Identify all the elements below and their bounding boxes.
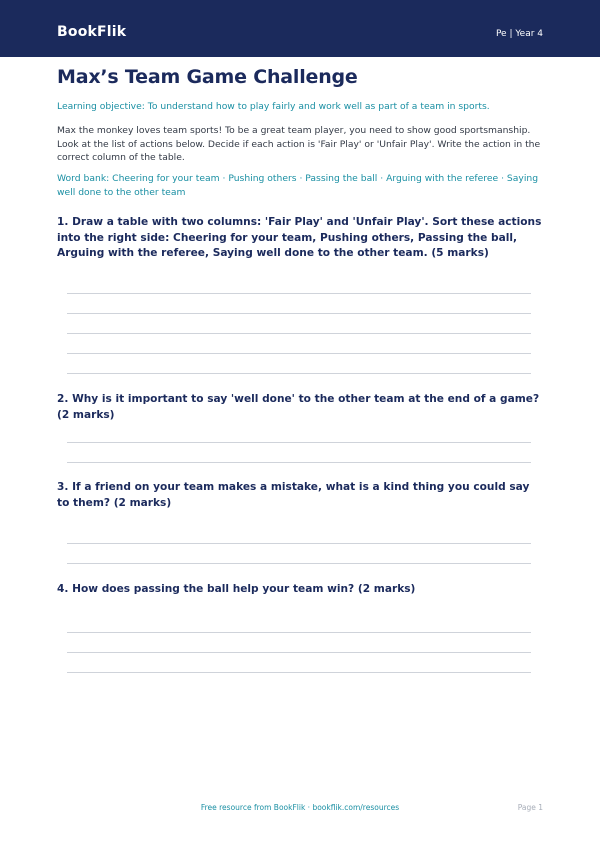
answer-line[interactable] [67, 373, 531, 374]
question-3: 3. If a friend on your team makes a mistake, what is a kind thing you could say to them? (2 marks) [57, 481, 530, 509]
answer-line[interactable] [67, 293, 531, 294]
answer-line[interactable] [67, 313, 531, 314]
page-number: Page 1 [517, 803, 543, 812]
answer-line[interactable] [67, 672, 531, 673]
answer-line[interactable] [67, 652, 531, 653]
brand-logo: BookFlik [57, 24, 127, 40]
page-title: Max’s Team Game Challenge [57, 66, 358, 88]
question-1: 1. Draw a table with two columns: 'Fair Play' and 'Unfair Play'. Sort these actions into the right side: Cheering for your team, Pushing others, Passing the ball, Arguing with the referee, Saying well done to the other team. (5 marks) [57, 216, 542, 260]
question-4: 4. How does passing the ball help your team win? (2 marks) [57, 583, 416, 595]
answer-line[interactable] [67, 462, 531, 463]
answer-line[interactable] [67, 543, 531, 544]
footer-credit: Free resource from BookFlik · bookflik.com/resources [200, 803, 400, 812]
question-2: 2. Why is it important to say 'well done' to the other team at the end of a game? (2 marks) [57, 393, 540, 421]
page-header [0, 0, 600, 57]
intro-text: Max the monkey loves team sports! To be a great team player, you need to show good sportsmanship. Look at the list of actions below. Decide if each action is 'Fair Play' or 'Unfair Play'. Write the action in the correct column of the table. [57, 125, 541, 164]
answer-line[interactable] [67, 333, 531, 334]
answer-line[interactable] [67, 563, 531, 564]
answer-line[interactable] [67, 442, 531, 443]
answer-line[interactable] [67, 353, 531, 354]
learning-objective: Learning objective: To understand how to play fairly and work well as part of a team in sports. [57, 101, 490, 112]
answer-line[interactable] [67, 632, 531, 633]
subject-year-label: Pe | Year 4 [495, 29, 543, 39]
word-bank: Word bank: Cheering for your team · Pushing others · Passing the ball · Arguing with the referee · Saying well done to the other team [57, 173, 539, 198]
